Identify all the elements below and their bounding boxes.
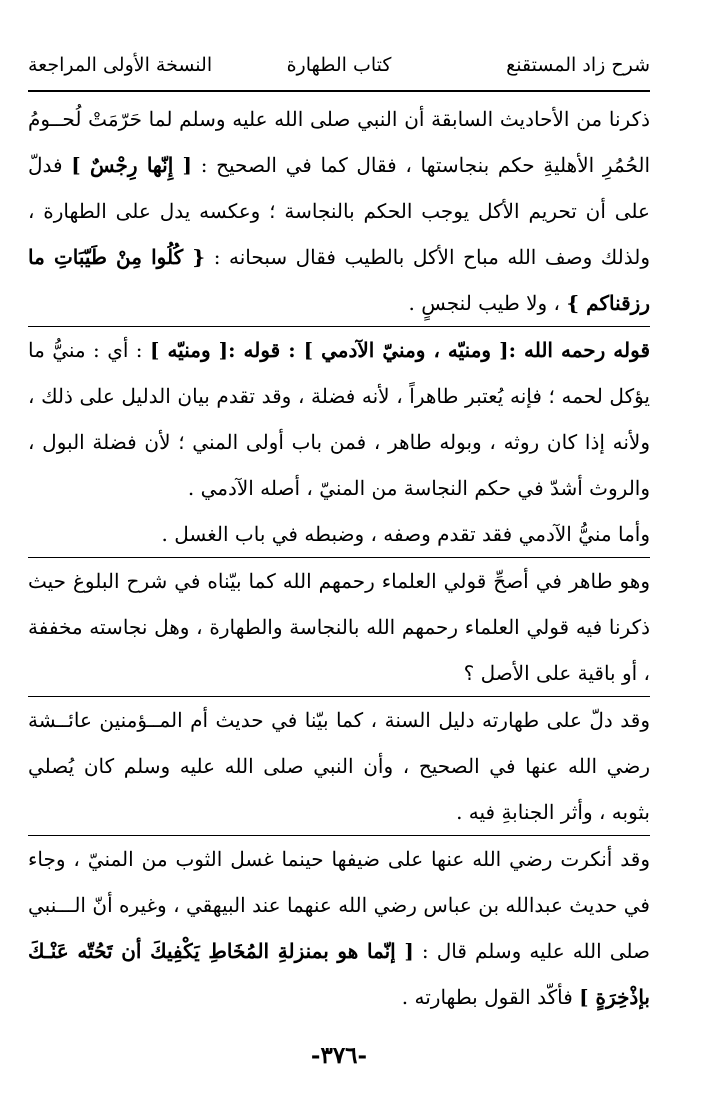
chapter-title: كتاب الطهارة: [286, 54, 392, 76]
text: : أي : منيُّ ما يؤكل لحمه ؛ فإنه يُعتبر طاهراً ، لأنه فضلة ، وقد تقدم بيان الدليل على ذلك ، ولأنه إذا كان روثه ، وبوله طاهر ، فمن باب أولى المني ؛ لأن فضلة البول ، والروث أشدّ في حكم النجاسة من المنيّ ، أصله الآدمي .: [28, 338, 650, 500]
paragraph: [28, 836, 650, 1020]
book-title: شرح زاد المستقنع: [506, 54, 650, 76]
text: فدلّ على أن تحريم الأكل يوجب الحكم بالنجاسة ؛ وعكسه يدل على الطهارة ، ولذلك وصف الله مباح الأكل بالطيب فقال سبحانه :: [28, 153, 651, 269]
hadith-quote: [ إِنّها رِجْسٌ ]: [71, 153, 193, 177]
running-header: [28, 48, 650, 90]
edition-label: النسخة الأولى المراجعة: [28, 54, 213, 76]
paragraph: [28, 327, 650, 511]
text: فأكّد القول بطهارته .: [401, 985, 573, 1009]
page-body: [28, 96, 650, 1020]
hadith-quote: [ إنّما هو بمنزلةِ المُخَاطِ يَكْفِيكَ أن تَحُتّه عَنْـكَ بإذْخِرَةٍ ]: [28, 939, 650, 1009]
text: ، ولا طيب لنجسٍ .: [408, 291, 560, 315]
quran-quote: { كُلُوا مِنْ طَيّبَاتِ ما رزقناكم }: [28, 245, 650, 315]
paragraph: وأما منيُّ الآدمي فقد تقدم وصفه ، وضبطه في باب الغسل .: [161, 522, 650, 546]
text: وقد أنكرت رضي الله عنها على ضيفها حينما غسل الثوب من المنيّ ، وجاء في حديث عبدالله بن عباس رضي الله عنهما عند البيهقي ، وغيره أنّ الـــنبي صلى الله عليه وسلم قال :: [28, 847, 651, 963]
paragraph: وهو طاهر في أصحِّ قولي العلماء رحمهم الله كما بيّناه في شرح البلوغ حيث ذكرنا فيه قولي العلماء رحمهم الله بالنجاسة والطهارة ، وهل نجاسته مخففة ، أو باقية على الأصل ؟: [28, 569, 650, 685]
text: ذكرنا من الأحاديث السابقة أن النبي صلى الله عليه وسلم لما حَرّمَتْ لُحــومُ الحُمُرِ الأهليةِ حكم بنجاستها ، فقال كما في الصحيح :: [28, 107, 651, 177]
matn-heading: قوله رحمه الله :[ ومنيّه ، ومنيّ الآدمي ] : قوله :[ ومنيّه ]: [149, 338, 651, 362]
header-rule: [28, 90, 650, 92]
page-number: -٣٧٦-: [310, 1042, 368, 1069]
paragraph: وقد دلّ على طهارته دليل السنة ، كما بيّنا في حديث أم المــؤمنين عائــشة رضي الله عنها في الصحيح ، وأن النبي صلى الله عليه وسلم كان يُصلي بثوبه ، وأثر الجنابةِ فيه .: [28, 708, 650, 824]
paragraph: [28, 96, 650, 326]
